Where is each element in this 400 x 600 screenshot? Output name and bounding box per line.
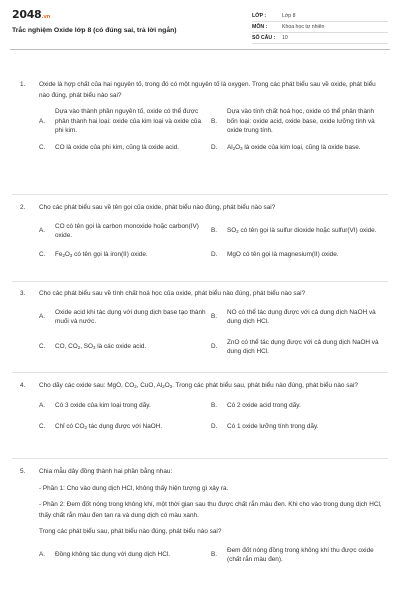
option-a[interactable]: A. CO có tên gọi là carbon monoxide hoặc carbon(IV) oxide. <box>39 222 199 239</box>
question-5: 5. Chia mẫu dây đồng thành hai phần bằng nhau: - Phần 1: Cho vào dung dịch HCl, không thấy hiện tượng gì xảy ra. - Phần 2: Đem đốt nóng trong không khí, một thời gian sau thu được chất rắn màu đen. Khi cho vào trong dung dịch HCl, thấy chất rắn màu đen tan ra và dung dịch có màu xanh. Trong các phát biểu sau, phát biểu nào đúng, phát biểu nào sai? A. Đồng không tác dụng với dung dịch HCl. B. Đem đốt nóng đồng trong không khí thu được oxide (chất rắn màu đen). <box>20 467 386 565</box>
option-b[interactable]: B. Đem đốt nóng đồng trong không khí thu được oxide (chất rắn màu đen). <box>211 546 374 563</box>
option-b[interactable]: B. Dựa vào tính chất hoá học, oxide có thể phân thành bốn loại: oxide acid, oxide base, oxide lưỡng tính và oxide trung tính. <box>211 108 375 134</box>
question-part-1: - Phần 1: Cho vào dung dịch HCl, không thấy hiện tượng gì xảy ra. <box>39 484 229 492</box>
question-stem: Cho dãy các oxide sau: MgO, $CO_2$, CuO, $Al_2O_3$. Trong các phát biểu sau, phát biểu nào đúng, phát biểu nào sai? <box>39 382 358 389</box>
document-meta <box>252 11 388 44</box>
option-d[interactable]: D. Có 1 oxide lưỡng tính trong dãy. <box>211 423 319 430</box>
site-logo[interactable]: 2048.vn <box>12 8 51 21</box>
question-4: 4. Cho dãy các oxide sau: MgO, $CO_2$, CuO, $Al_2O_3$. Trong các phát biểu sau, phát biểu nào đúng, phát biểu nào sai? A. Có 3 oxide của kim loại trong dãy. B. Có 2 oxide acid trong dãy. C. Chỉ có $CO_2$ tác dụng được với NaOH. D. Có 1 oxide lưỡng tính trong dãy. <box>20 381 386 432</box>
question-divider <box>12 458 388 459</box>
option-d[interactable]: D. ZnO có thể tác dụng được với cả dung dịch NaOH và dung dịch HCl. <box>211 338 379 355</box>
option-c[interactable]: C. CO, $CO_2$, $SO_3$ là các oxide acid. <box>39 343 147 351</box>
option-a[interactable]: A. Có 3 oxide của kim loại trong dãy. <box>39 401 151 409</box>
document-title: Trắc nghiệm Oxide lớp 8 (có đúng sai, trả lời ngắn) <box>12 27 177 34</box>
option-c[interactable]: C. CO là oxide của phi kim, cũng là oxide acid. <box>39 143 179 151</box>
question-divider <box>12 194 388 195</box>
header-divider <box>10 49 390 50</box>
question-stem: Chia mẫu dây đồng thành hai phần bằng nhau: <box>39 468 173 475</box>
option-a[interactable]: A. Dựa vào thành phần nguyên tố, oxide có thể được phân thành hai loại: oxide của kim loại và oxide của phi kim. <box>39 108 202 134</box>
option-b[interactable]: B. Có 2 oxide acid trong dãy. <box>211 401 301 409</box>
option-b[interactable]: B. $SO_2$ có tên gọi là sulfur dioxide hoặc sulfur(VI) oxide. <box>211 227 377 235</box>
option-a[interactable]: A. Oxide acid khi tác dụng với dung dịch base tạo thành muối và nước. <box>39 308 206 325</box>
question-stem: Cho các phát biểu sau về tính chất hoá học của oxide, phát biểu nào đúng, phát biểu nào sai? <box>39 290 306 297</box>
option-d[interactable]: D. $Al_2O_3$ là oxide của kim loại, cũng là oxide base. <box>211 143 361 151</box>
meta-question-count: SỐ CÂU : 10 <box>252 33 388 44</box>
option-c[interactable]: C. Chỉ có $CO_2$ tác dụng được với NaOH. <box>39 423 163 430</box>
question-2: 2. Cho các phát biểu sau về tên gọi của oxide, phát biểu nào đúng, phát biểu nào sai? A. CO có tên gọi là carbon monoxide hoặc carbon(IV) oxide. B. $SO_2$ có tên gọi là sulfur dioxide hoặc sulfur(VI) oxide. C. $Fe_2O_3$ có tên gọi là iron(II) oxide. D. MgO có tên gọi là magnesium(II) oxide. <box>20 203 386 259</box>
meta-grade: LỚP : Lớp 8 <box>252 11 388 22</box>
page-header <box>0 0 400 52</box>
question-1: 1. Oxide là hợp chất của hai nguyên tố, trong đó có một nguyên tố là oxygen. Trong các phát biểu sau về oxide, phát biểu nào đúng, phát biểu nào sai? A. Dựa vào thành phần nguyên tố, oxide có thể được phân thành hai loại: oxide của kim loại và oxide của phi kim. B. Dựa vào tính chất hoá học, oxide có thể phân thành bốn loại: oxide acid, oxide base, oxide lưỡng tính và oxide trung tính. C. CO là oxide của phi kim, cũng là oxide acid. D. $Al_2O_3$ là oxide của kim loại, cũng là oxide base. <box>20 80 386 152</box>
question-stem: Oxide là hợp chất của hai nguyên tố, trong đó có một nguyên tố là oxygen. Trong các phát biểu sau về oxide, phát biểu nào đúng, phát biểu nào sai? <box>39 81 376 99</box>
question-divider <box>12 372 388 373</box>
question-part-2: - Phần 2: Đem đốt nóng trong không khí, một thời gian sau thu được chất rắn màu đen. Khi cho vào trong dung dịch HCl, thấy chất rắn màu đen tan ra và dung dịch có màu xanh. <box>39 501 382 519</box>
option-d[interactable]: D. MgO có tên gọi là magnesium(II) oxide. <box>211 250 339 258</box>
question-prompt: Trong các phát biểu sau, phát biểu nào đúng, phát biểu nào sai? <box>39 528 222 535</box>
option-a[interactable]: A. Đồng không tác dụng với dung dịch HCl. <box>39 551 171 559</box>
meta-subject: MÔN : Khoa học tự nhiên <box>252 22 388 33</box>
option-c[interactable]: C. $Fe_2O_3$ có tên gọi là iron(II) oxide. <box>39 250 148 258</box>
question-stem: Cho các phát biểu sau về tên gọi của oxide, phát biểu nào đúng, phát biểu nào sai? <box>39 204 276 211</box>
question-3: 3. Cho các phát biểu sau về tính chất hoá học của oxide, phát biểu nào đúng, phát biểu nào sai? A. Oxide acid khi tác dụng với dung dịch base tạo thành muối và nước. B. NO có thể tác dụng được với cả dung dịch NaOH và dung dịch HCl. C. CO, $CO_2$, $SO_3$ là các oxide acid. D. ZnO có thể tác dụng được với cả dung dịch NaOH và dung dịch HCl. <box>20 289 386 357</box>
option-b[interactable]: B. NO có thể tác dụng được với cả dung dịch NaOH và dung dịch HCl. <box>211 308 376 325</box>
question-divider <box>12 281 388 282</box>
